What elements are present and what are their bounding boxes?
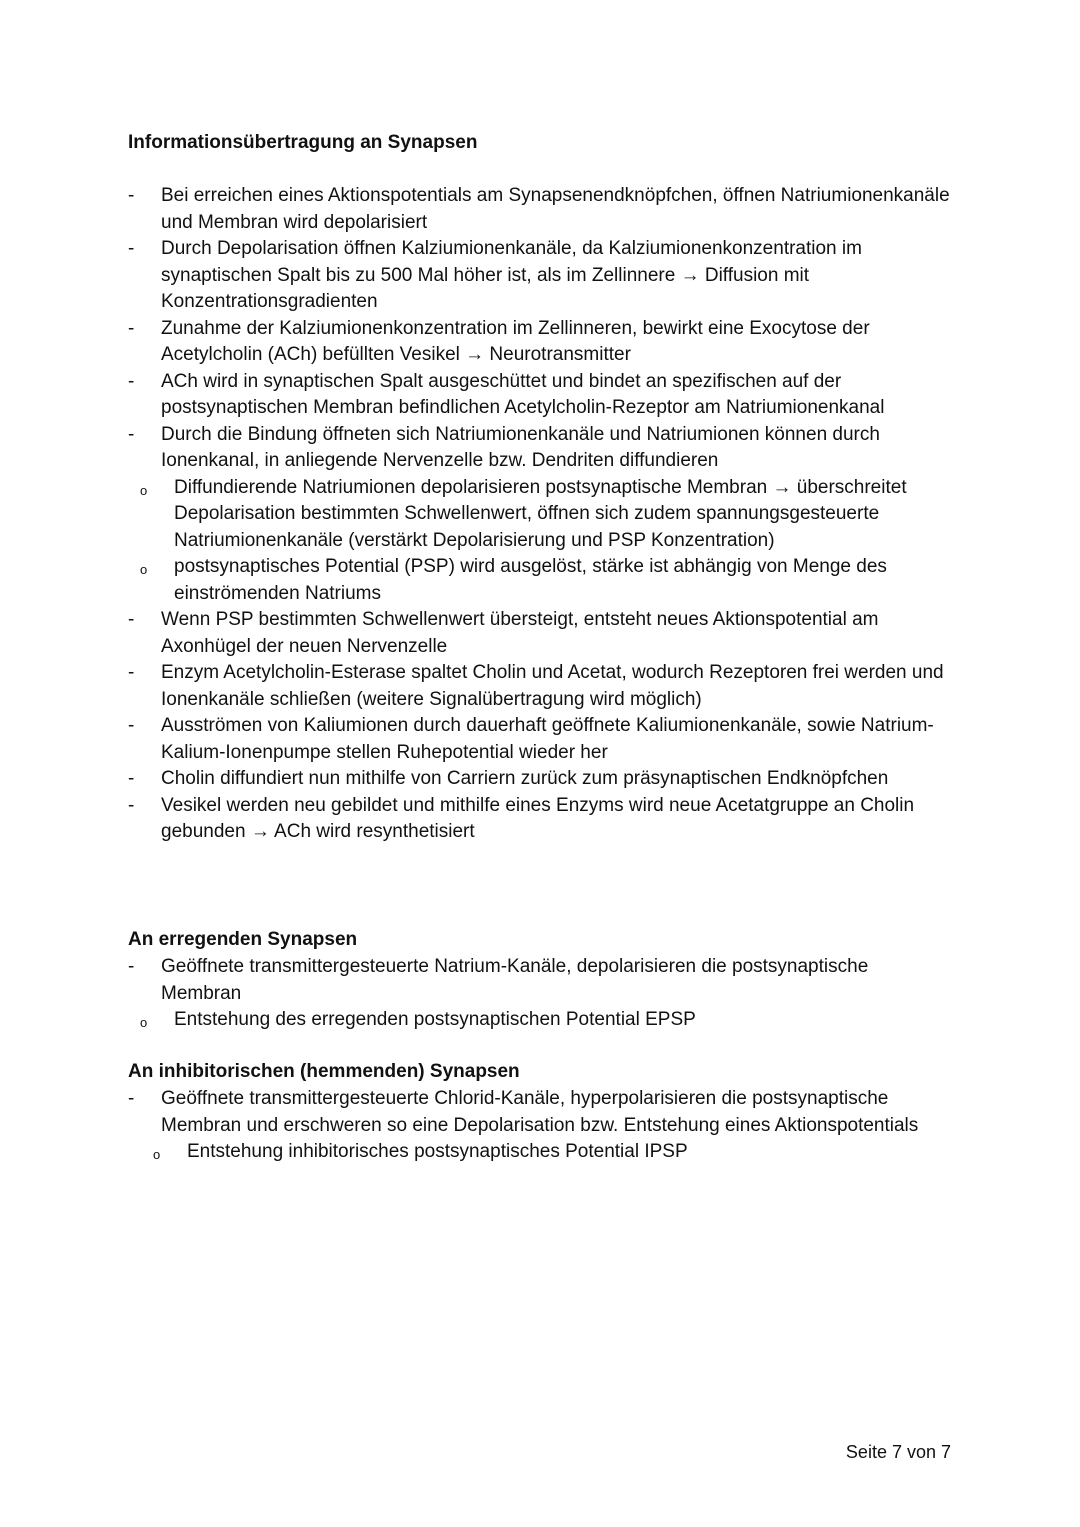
dash-bullet-icon: - — [128, 956, 135, 977]
dash-bullet-icon: - — [128, 768, 135, 789]
dash-bullet-icon: - — [128, 662, 135, 683]
sub-list-item: o Entstehung inhibitorisches postsynaptisches Potential IPSP — [0, 1139, 1080, 1166]
list-item: - Durch die Bindung öffneten sich Natriumionenkanäle und Natriumionen können durch Ionenkanal, in anliegende Nervenzelle bzw. Dendriten diffundieren — [128, 423, 880, 471]
dash-bullet-icon: - — [128, 609, 135, 630]
list-informationsuebertragung — [0, 183, 1080, 846]
dash-bullet-icon: - — [128, 1088, 135, 1109]
list-item: - Zunahme der Kalziumionenkonzentration im Zellinneren, bewirkt eine Exocytose der Acetylcholin (ACh) befüllten Vesikel → Neurotransmitter — [128, 317, 870, 365]
list-item: - ACh wird in synaptischen Spalt ausgeschüttet und bindet an spezifischen auf der postsynaptischen Membran befindlichen Acetylcholin-Rezeptor am Natriumionenkanal — [128, 370, 885, 418]
list-item: - Vesikel werden neu gebildet und mithilfe eines Enzyms wird neue Acetatgruppe an Cholin gebunden → ACh wird resynthetisiert — [128, 794, 915, 842]
circle-bullet-icon: o — [153, 1147, 161, 1162]
sub-list-item: o postsynaptisches Potential (PSP) wird ausgelöst, stärke ist abhängig von Menge des einströmenden Natriums — [140, 556, 887, 604]
dash-bullet-icon: - — [128, 238, 135, 259]
list-item: - Ausströmen von Kaliumionen durch dauerhaft geöffnete Kaliumionenkanäle, sowie Natrium-Kalium-Ionenpumpe stellen Ruhepotential wieder her — [128, 715, 934, 763]
circle-bullet-icon: o — [140, 562, 148, 577]
list-item: - Bei erreichen eines Aktionspotentials am Synapsenendknöpfchen, öffnen Natriumionenkanäle und Membran wird depolarisiert — [128, 185, 950, 233]
dash-bullet-icon: - — [128, 185, 135, 206]
section-heading-informationsuebertragung: Informationsübertragung an Synapsen — [128, 132, 478, 153]
sub-list-item: o Diffundierende Natriumionen depolarisieren postsynaptische Membran → überschreitet Depolarisation bestimmten Schwellenwert, öffnen sich zudem spannungsgesteuerte Natriumionenkanäle (verstärkt Depolarisierung und PSP Konzentration) — [140, 476, 907, 551]
circle-bullet-icon: o — [140, 1015, 148, 1030]
list-item: - Enzym Acetylcholin-Esterase spaltet Cholin und Acetat, wodurch Rezeptoren frei werden und Ionenkanäle schließen (weitere Signalübertragung wird möglich) — [128, 662, 944, 710]
dash-bullet-icon: - — [128, 715, 135, 736]
list-inhibitorische-synapsen — [0, 1086, 1080, 1166]
dash-bullet-icon: - — [128, 370, 135, 392]
section-heading-inhibitorische-synapsen: An inhibitorischen (hemmenden) Synapsen — [128, 1061, 520, 1082]
page-number: Seite 7 von 7 — [845, 1442, 951, 1462]
dash-bullet-icon: - — [128, 317, 135, 339]
circle-bullet-icon: o — [140, 482, 148, 498]
dash-bullet-icon: - — [128, 794, 135, 816]
dash-bullet-icon: - — [128, 423, 135, 445]
list-item: - Durch Depolarisation öffnen Kalziumionenkanäle, da Kalziumionenkonzentration im synaptischen Spalt bis zu 500 Mal höher ist, als im Zellinnere → Diffusion mit Konzentrationsgradienten — [128, 238, 862, 312]
section-heading-erregende-synapsen: An erregenden Synapsen — [128, 929, 358, 950]
list-item: - Cholin diffundiert nun mithilfe von Carriern zurück zum präsynaptischen Endknöpfchen — [0, 766, 1080, 793]
list-item: - Wenn PSP bestimmten Schwellenwert übersteigt, entsteht neues Aktionspotential am Axonhügel der neuen Nervenzelle — [128, 609, 879, 657]
list-item: - Geöffnete transmittergesteuerte Chlorid-Kanäle, hyperpolarisieren die postsynaptische Membran und erschweren so eine Depolarisation bzw. Entstehung eines Aktionspotentials — [128, 1088, 919, 1136]
list-item: - Geöffnete transmittergesteuerte Natrium-Kanäle, depolarisieren die postsynaptische Membran — [128, 956, 869, 1004]
list-erregende-synapsen — [0, 954, 1080, 1034]
sub-list-item: o Entstehung des erregenden postsynaptischen Potential EPSP — [0, 1007, 1080, 1034]
